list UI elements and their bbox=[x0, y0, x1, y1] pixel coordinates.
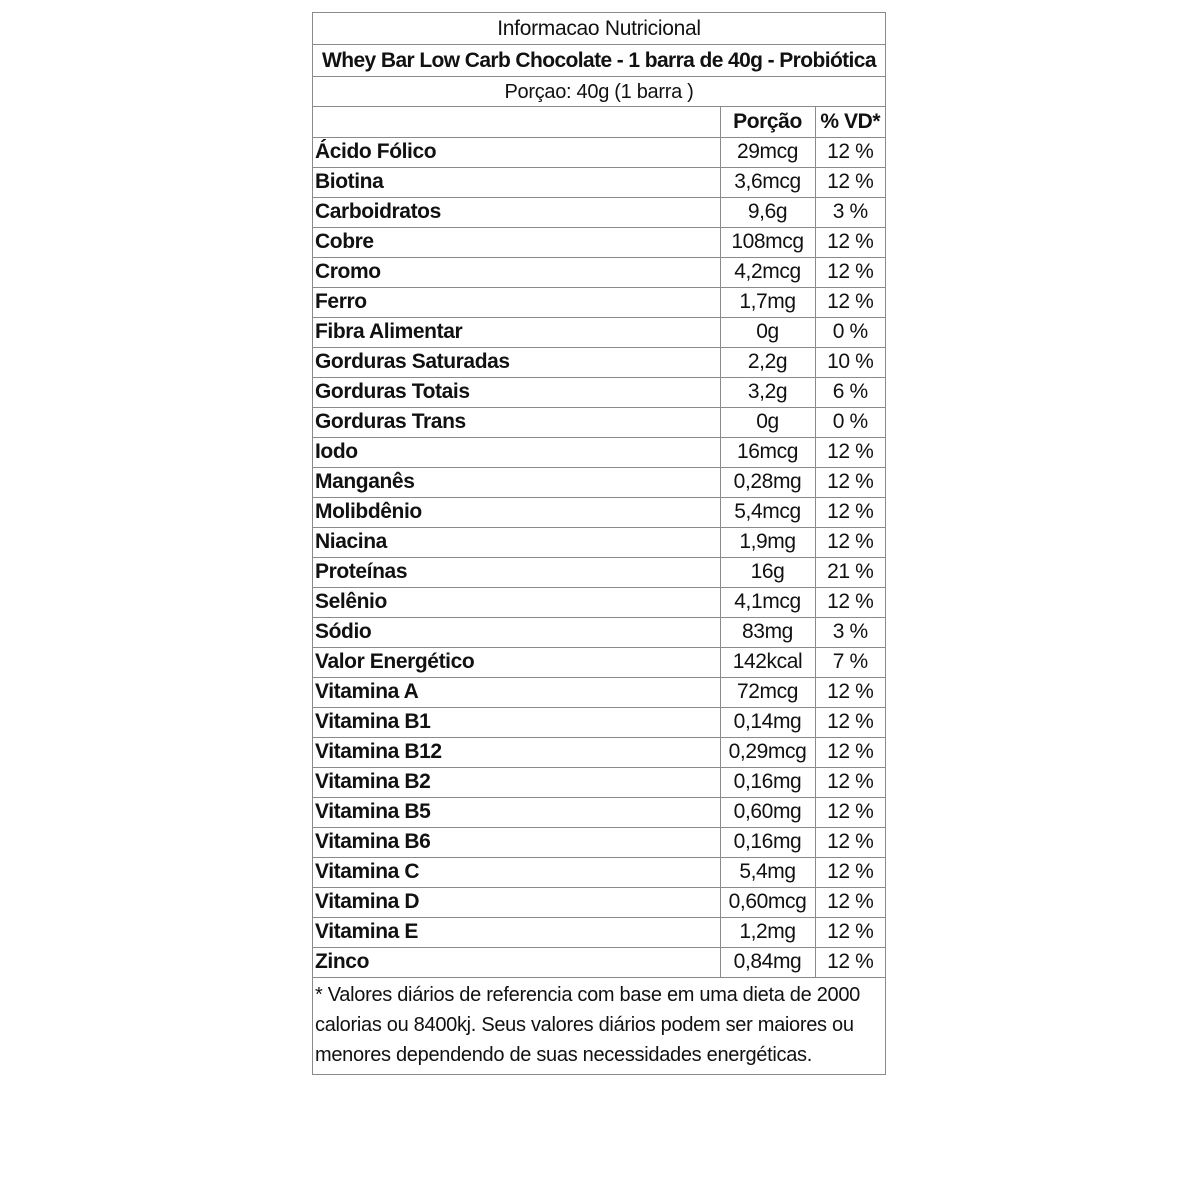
nutrient-amount: 3,2g bbox=[720, 377, 815, 407]
nutrient-name: Iodo bbox=[313, 437, 720, 467]
nutrient-name: Zinco bbox=[313, 947, 720, 977]
table-row bbox=[313, 707, 885, 737]
footnote-line: * Valores diários de referencia com base em uma dieta de 2000 bbox=[315, 983, 860, 1006]
nutrient-amount: 9,6g bbox=[720, 197, 815, 227]
nutrient-daily-value: 12 % bbox=[815, 137, 885, 167]
nutrition-table-body bbox=[313, 137, 885, 977]
nutrient-daily-value: 0 % bbox=[815, 407, 885, 437]
nutrient-daily-value: 7 % bbox=[815, 647, 885, 677]
nutrient-daily-value: 12 % bbox=[815, 677, 885, 707]
nutrient-name: Proteínas bbox=[313, 557, 720, 587]
nutrient-name: Vitamina B5 bbox=[313, 797, 720, 827]
nutrient-name: Vitamina B12 bbox=[313, 737, 720, 767]
table-row bbox=[313, 167, 885, 197]
nutrient-name: Gorduras Totais bbox=[313, 377, 720, 407]
column-header-nutrient bbox=[313, 107, 720, 137]
nutrient-name: Manganês bbox=[313, 467, 720, 497]
footnote bbox=[313, 978, 885, 1074]
table-row bbox=[313, 137, 885, 167]
nutrient-amount: 1,9mg bbox=[720, 527, 815, 557]
nutrient-daily-value: 6 % bbox=[815, 377, 885, 407]
nutrient-daily-value: 12 % bbox=[815, 527, 885, 557]
table-row bbox=[313, 947, 885, 977]
table-row bbox=[313, 647, 885, 677]
table-row bbox=[313, 287, 885, 317]
nutrient-name: Valor Energético bbox=[313, 647, 720, 677]
nutrient-amount: 0,16mg bbox=[720, 767, 815, 797]
nutrient-daily-value: 12 % bbox=[815, 827, 885, 857]
table-row bbox=[313, 497, 885, 527]
nutrient-daily-value: 12 % bbox=[815, 887, 885, 917]
nutrient-amount: 0,16mg bbox=[720, 827, 815, 857]
nutrient-daily-value: 0 % bbox=[815, 317, 885, 347]
nutrient-name: Vitamina A bbox=[313, 677, 720, 707]
nutrient-daily-value: 12 % bbox=[815, 737, 885, 767]
nutrient-amount: 5,4mcg bbox=[720, 497, 815, 527]
table-row bbox=[313, 737, 885, 767]
nutrient-name: Fibra Alimentar bbox=[313, 317, 720, 347]
table-row bbox=[313, 587, 885, 617]
nutrient-name: Vitamina B1 bbox=[313, 707, 720, 737]
nutrient-amount: 4,1mcg bbox=[720, 587, 815, 617]
nutrient-name: Vitamina B6 bbox=[313, 827, 720, 857]
table-row bbox=[313, 767, 885, 797]
nutrient-name: Ferro bbox=[313, 287, 720, 317]
nutrient-daily-value: 12 % bbox=[815, 917, 885, 947]
table-row bbox=[313, 467, 885, 497]
nutrient-name: Vitamina C bbox=[313, 857, 720, 887]
nutrient-amount: 1,2mg bbox=[720, 917, 815, 947]
footnote-line: calorias ou 8400kj. Seus valores diários podem ser maiores ou bbox=[315, 1013, 854, 1036]
nutrient-daily-value: 12 % bbox=[815, 797, 885, 827]
nutrient-daily-value: 12 % bbox=[815, 227, 885, 257]
nutrient-daily-value: 12 % bbox=[815, 587, 885, 617]
nutrient-amount: 0g bbox=[720, 407, 815, 437]
nutrient-daily-value: 12 % bbox=[815, 707, 885, 737]
column-header-daily-value: % VD* bbox=[815, 107, 885, 137]
nutrient-amount: 1,7mg bbox=[720, 287, 815, 317]
nutrient-name: Biotina bbox=[313, 167, 720, 197]
nutrition-table bbox=[313, 107, 885, 978]
table-row bbox=[313, 887, 885, 917]
nutrient-daily-value: 12 % bbox=[815, 467, 885, 497]
table-row bbox=[313, 407, 885, 437]
nutrient-name: Gorduras Saturadas bbox=[313, 347, 720, 377]
nutrient-daily-value: 12 % bbox=[815, 497, 885, 527]
table-row bbox=[313, 437, 885, 467]
nutrient-name: Molibdênio bbox=[313, 497, 720, 527]
nutrient-daily-value: 21 % bbox=[815, 557, 885, 587]
nutrient-daily-value: 12 % bbox=[815, 287, 885, 317]
nutrient-name: Vitamina B2 bbox=[313, 767, 720, 797]
nutrient-amount: 142kcal bbox=[720, 647, 815, 677]
nutrition-facts-panel bbox=[312, 12, 886, 1075]
nutrient-daily-value: 12 % bbox=[815, 257, 885, 287]
nutrient-amount: 0g bbox=[720, 317, 815, 347]
nutrient-amount: 0,84mg bbox=[720, 947, 815, 977]
table-row bbox=[313, 797, 885, 827]
nutrient-daily-value: 3 % bbox=[815, 197, 885, 227]
nutrient-amount: 4,2mcg bbox=[720, 257, 815, 287]
nutrient-daily-value: 10 % bbox=[815, 347, 885, 377]
nutrient-amount: 16g bbox=[720, 557, 815, 587]
table-row bbox=[313, 527, 885, 557]
nutrient-name: Ácido Fólico bbox=[313, 137, 720, 167]
nutrient-amount: 0,14mg bbox=[720, 707, 815, 737]
table-row bbox=[313, 257, 885, 287]
table-row bbox=[313, 917, 885, 947]
nutrient-amount: 29mcg bbox=[720, 137, 815, 167]
table-row bbox=[313, 317, 885, 347]
nutrient-name: Gorduras Trans bbox=[313, 407, 720, 437]
nutrient-amount: 0,60mg bbox=[720, 797, 815, 827]
table-row bbox=[313, 557, 885, 587]
nutrient-daily-value: 12 % bbox=[815, 437, 885, 467]
panel-title: Informacao Nutricional bbox=[313, 13, 885, 45]
nutrient-name: Vitamina D bbox=[313, 887, 720, 917]
nutrient-daily-value: 12 % bbox=[815, 767, 885, 797]
nutrient-amount: 3,6mcg bbox=[720, 167, 815, 197]
table-row bbox=[313, 677, 885, 707]
nutrient-amount: 108mcg bbox=[720, 227, 815, 257]
column-header-portion: Porção bbox=[720, 107, 815, 137]
nutrient-name: Cromo bbox=[313, 257, 720, 287]
product-name: Whey Bar Low Carb Chocolate - 1 barra de 40g - Probiótica bbox=[313, 45, 885, 77]
nutrient-daily-value: 12 % bbox=[815, 857, 885, 887]
table-row bbox=[313, 227, 885, 257]
nutrient-amount: 0,29mcg bbox=[720, 737, 815, 767]
footnote-line: menores dependendo de suas necessidades energéticas. bbox=[315, 1043, 812, 1066]
nutrient-amount: 5,4mg bbox=[720, 857, 815, 887]
nutrient-name: Sódio bbox=[313, 617, 720, 647]
table-row bbox=[313, 857, 885, 887]
nutrient-amount: 0,28mg bbox=[720, 467, 815, 497]
nutrient-name: Selênio bbox=[313, 587, 720, 617]
nutrient-amount: 83mg bbox=[720, 617, 815, 647]
nutrient-amount: 2,2g bbox=[720, 347, 815, 377]
nutrient-daily-value: 3 % bbox=[815, 617, 885, 647]
table-row bbox=[313, 377, 885, 407]
serving-size: Porçao: 40g (1 barra ) bbox=[313, 77, 885, 107]
nutrient-name: Niacina bbox=[313, 527, 720, 557]
nutrient-daily-value: 12 % bbox=[815, 947, 885, 977]
nutrient-amount: 16mcg bbox=[720, 437, 815, 467]
table-header-row bbox=[313, 107, 885, 137]
table-row bbox=[313, 617, 885, 647]
table-row bbox=[313, 827, 885, 857]
nutrient-amount: 0,60mcg bbox=[720, 887, 815, 917]
nutrient-daily-value: 12 % bbox=[815, 167, 885, 197]
nutrient-name: Cobre bbox=[313, 227, 720, 257]
table-row bbox=[313, 347, 885, 377]
nutrient-name: Vitamina E bbox=[313, 917, 720, 947]
nutrient-name: Carboidratos bbox=[313, 197, 720, 227]
nutrient-amount: 72mcg bbox=[720, 677, 815, 707]
table-row bbox=[313, 197, 885, 227]
